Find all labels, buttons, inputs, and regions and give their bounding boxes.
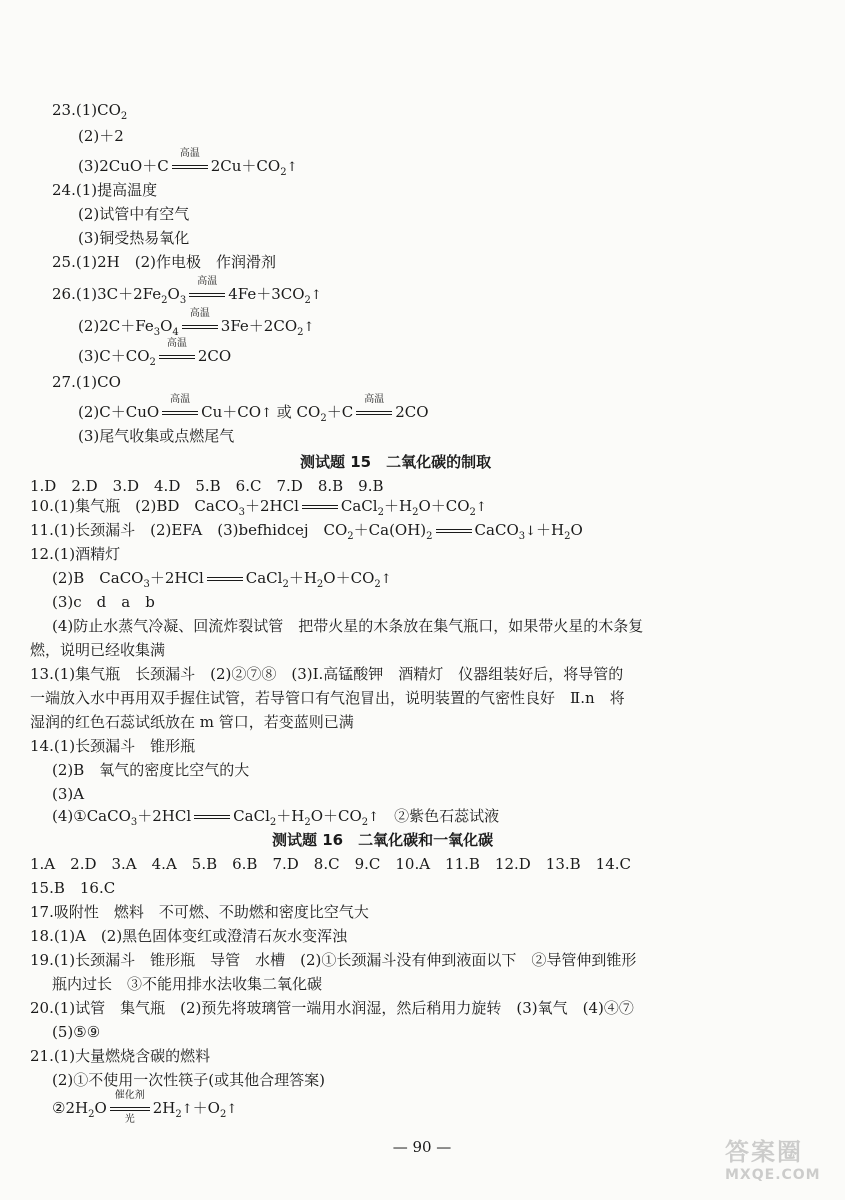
answer-12-3: (3)c d a b bbox=[52, 593, 155, 611]
answers-15-16: 15.B 16.C bbox=[30, 879, 116, 897]
answer-21-3: $②2H_2O$ 催化剂 光 $2H_2↑+O_2↑$ bbox=[52, 1090, 238, 1125]
watermark-logo: 答案圈 MXQE.COM bbox=[725, 1138, 821, 1183]
answer-14-1: 14.(1)长颈漏斗 锥形瓶 bbox=[30, 737, 196, 755]
answer-19-b: 瓶内过长 ③不能用排水法收集二氧化碳 bbox=[52, 975, 323, 993]
answer-12-4-cont: 燃，说明已经收集满 bbox=[30, 641, 166, 659]
answer-21-1: 21.(1)大量燃烧含碳的燃料 bbox=[30, 1047, 211, 1065]
answer-12-2: (2)B CaCO$_3$＋2HCl $CaCl_2+H_2O+CO_2↑$ bbox=[52, 569, 392, 590]
answer-27-3: (3)尾气收集或点燃尾气 bbox=[78, 427, 235, 445]
answer-17: 17.吸附性 燃料 不可燃、不助燃和密度比空气大 bbox=[30, 903, 369, 921]
answer-14-4: (4)①CaCO$_3$＋2HCl $CaCl_2+H_2O+CO_2↑$ ②紫色石蕊试液 bbox=[52, 807, 500, 828]
page-number: — 90 — bbox=[392, 1138, 452, 1156]
equals-sign bbox=[300, 496, 340, 516]
high-temp-condition: 高温 bbox=[180, 316, 220, 336]
answer-24-3: (3)铜受热易氧化 bbox=[78, 229, 190, 247]
section-heading-16: 测试题 16 二氧化碳和一氧化碳 bbox=[272, 831, 494, 849]
answer-14-2: (2)B 氧气的密度比空气的大 bbox=[52, 761, 250, 779]
answer-26-1: $26.(1)3C+2Fe_2O_3$ 高温 $4Fe+3CO_2↑$ bbox=[52, 276, 322, 306]
answer-13-c: 湿润的红色石蕊试纸放在 m 管口，若变蓝则已满 bbox=[30, 713, 354, 731]
answer-20-b: (5)⑤⑨ bbox=[52, 1023, 101, 1041]
high-temp-condition: 高温 bbox=[187, 284, 227, 304]
answers-1-9: 1.D 2.D 3.D 4.D 5.B 6.C 7.D 8.B 9.B bbox=[30, 477, 384, 495]
answer-11: 11.(1)长颈漏斗 (2)EFA (3)befhidcej $CO_2+Ca(OH)_2$ $CaCO_3↓+H_2O$ bbox=[30, 521, 583, 542]
high-temp-condition: 高温 bbox=[160, 402, 200, 422]
answer-12-4: (4)防止水蒸气冷凝、回流炸裂试管 把带火星的木条放在集气瓶口，如果带火星的木条复 bbox=[52, 617, 644, 635]
equals-sign bbox=[434, 520, 474, 540]
answer-23-3: (3)2CuO＋C 高温 $2Cu+CO_2↑$ bbox=[78, 148, 298, 178]
answer-24-2: (2)试管中有空气 bbox=[78, 205, 190, 223]
catalyst-light-condition: 催化剂 光 bbox=[108, 1098, 152, 1118]
answer-19-a: 19.(1)长颈漏斗 锥形瓶 导管 水槽 (2)①长颈漏斗没有伸到液面以下 ②导管伸到锥形 bbox=[30, 951, 637, 969]
answer-13-b: 一端放入水中再用双手握住试管，若导管口有气泡冒出，说明装置的气密性良好 Ⅱ.n 将 bbox=[30, 689, 625, 707]
answer-10: 10.(1)集气瓶 (2)BD CaCO$_3$＋2HCl $CaCl_2+H_2O+CO_2↑$ bbox=[30, 497, 487, 518]
section-heading-15: 测试题 15 二氧化碳的制取 bbox=[300, 453, 492, 471]
answer-14-3: (3)A bbox=[52, 785, 85, 803]
answer-25: 25.(1)2H (2)作电极 作润滑剂 bbox=[52, 253, 276, 271]
high-temp-condition: 高温 bbox=[354, 402, 394, 422]
answer-18: 18.(1)A (2)黑色固体变红或澄清石灰水变浑浊 bbox=[30, 927, 348, 945]
answer-12-1: 12.(1)酒精灯 bbox=[30, 545, 121, 563]
high-temp-condition: 高温 bbox=[170, 156, 210, 176]
answer-26-2: $(2)2C+Fe_3O_4$ 高温 $3Fe+2CO_2↑$ bbox=[78, 308, 315, 338]
answer-23-1: $23.(1)CO_2$ bbox=[52, 101, 128, 122]
answer-23-2: (2)＋2 bbox=[78, 127, 124, 145]
high-temp-condition: 高温 bbox=[157, 346, 197, 366]
answer-27-2: (2)C＋CuO 高温 Cu＋CO↑ 或 $CO_2+C$ 高温 2CO bbox=[78, 394, 429, 424]
equals-sign bbox=[205, 568, 245, 588]
answer-24-1: 24.(1)提高温度 bbox=[52, 181, 158, 199]
answer-21-2: (2)①不使用一次性筷子(或其他合理答案) bbox=[52, 1071, 325, 1089]
answers-1-14: 1.A 2.D 3.A 4.A 5.B 6.B 7.D 8.C 9.C 10.A 11.B 12.D 13.B 14.C bbox=[30, 855, 632, 873]
answer-13-a: 13.(1)集气瓶 长颈漏斗 (2)②⑦⑧ (3)Ⅰ.高锰酸钾 酒精灯 仪器组装好后，将导管的 bbox=[30, 665, 624, 683]
answer-26-3: $(3)C+CO_2$ 高温 2CO bbox=[78, 338, 232, 368]
answer-27-1: 27.(1)CO bbox=[52, 373, 121, 391]
answer-20-a: 20.(1)试管 集气瓶 (2)预先将玻璃管一端用水润湿，然后稍用力旋转 (3)氧气 (4)④⑦ bbox=[30, 999, 634, 1017]
equals-sign bbox=[192, 806, 232, 826]
